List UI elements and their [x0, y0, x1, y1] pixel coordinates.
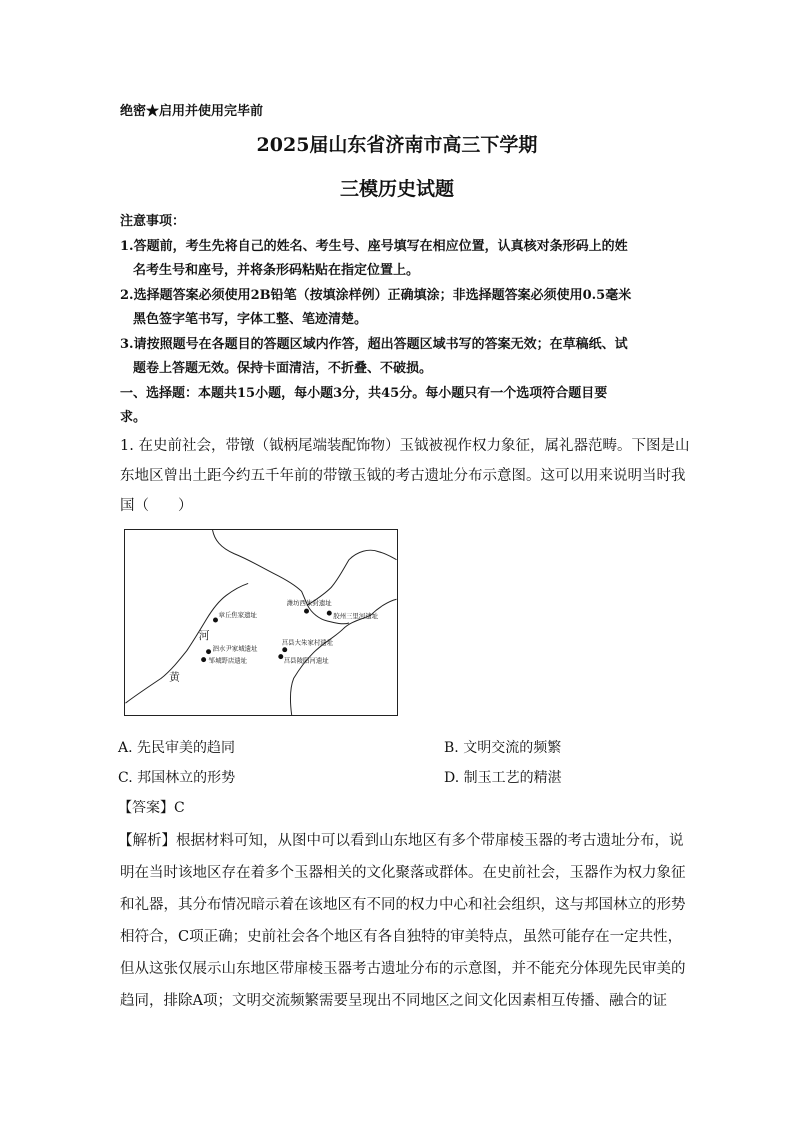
notice-item-1-line-1: 1.答题前，考生先将自己的姓名、考生号、座号填写在相应位置，认真核对条形码上的姓: [120, 239, 628, 254]
notice-item-2-line-2: 黑色签字笔书写，字体工整、笔迹清楚。: [133, 312, 368, 327]
analysis-line-4: 相符合，C项正确；史前社会各个地区有各自独特的审美特点，虽然可能存在一定共性，: [120, 929, 683, 945]
exam-title: 2025届山东省济南市高三下学期: [256, 134, 538, 156]
notice-heading: 注意事项：: [120, 214, 186, 229]
river-label-he: 河: [198, 628, 210, 642]
site-marker-xizhufeng: [304, 609, 309, 614]
analysis-line-3: 和礼器，其分布情况暗示着在该地区有不同的权力中心和社会组织，这与邦国林立的形势: [120, 897, 686, 913]
notice-item-3-line-2: 题卷上答题无效。保持卡面清洁，不折叠、不破损。: [133, 361, 433, 376]
site-label-yinjiacheng: 泗水尹家城遗址: [212, 644, 258, 653]
answer-line: 【答案】C: [118, 800, 185, 816]
analysis-line-2: 明在当时该地区存在着多个玉器相关的文化聚落或群体。在史前社会，玉器作为权力象征: [120, 865, 686, 881]
coastline: [213, 530, 397, 608]
site-marker-sanlihe: [327, 611, 332, 616]
site-marker-jiaojia: [213, 618, 218, 623]
site-marker-lingyanghe: [278, 654, 283, 659]
question-1-stem-line-1: 1. 在史前社会，带镦（钺柄尾端装配饰物）玉钺被视作权力象征，属礼器范畴。下图是山: [120, 438, 690, 454]
site-label-lingyanghe: 莒县陵阳河遗址: [283, 656, 329, 665]
section-heading-line-2: 求。: [120, 410, 147, 425]
notice-item-1-line-2: 名考生号和座号，并将条形码粘贴在指定位置上。: [133, 263, 420, 278]
archaeological-site-map: [124, 529, 398, 716]
notice-item-3-line-1: 3.请按照题号在各题目的答题区域内作答，超出答题区域书写的答案无效；在草稿纸、试: [120, 337, 628, 352]
option-a: A. 先民审美的趋同: [118, 740, 236, 756]
option-d: D. 制玉工艺的精湛: [444, 770, 562, 786]
analysis-line-6: 趋同，排除A项；文明交流频繁需要呈现出不同地区之间文化因素相互传播、融合的证: [120, 993, 667, 1009]
analysis-line-1: 【解析】根据材料可知，从图中可以看到山东地区有多个带扉棱玉器的考古遗址分布，说: [118, 833, 684, 849]
map-svg: [125, 530, 397, 715]
site-label-jiaojia: 章丘焦家遗址: [218, 611, 257, 620]
question-1-stem-line-2: 东地区曾出土距今约五千年前的带镦玉钺的考古遗址分布示意图。这可以用来说明当时我: [120, 468, 686, 484]
exam-subtitle: 三模历史试题: [339, 178, 454, 200]
option-b: B. 文明交流的频繁: [444, 740, 562, 756]
option-c: C. 邦国林立的形势: [118, 770, 236, 786]
site-label-yedian: 邹城野店遗址: [208, 656, 248, 665]
site-label-xizhufeng: 潍坊西朱封遗址: [286, 599, 332, 608]
analysis-line-5: 但从这张仅展示山东地区带扉棱玉器考古遗址分布的示意图，并不能充分体现先民审美的: [120, 961, 686, 977]
site-marker-yedian: [201, 657, 206, 662]
river-label-huang: 黄: [168, 670, 180, 684]
confidential-note: 绝密★启用并使用完毕前: [120, 104, 264, 119]
site-marker-yinjiacheng: [206, 649, 211, 654]
notice-item-2-line-1: 2.选择题答案必须使用2B铅笔（按填涂样例）正确填涂；非选择题答案必须使用0.5毫米: [120, 288, 632, 303]
site-label-sanlihe: 胶州三里河遗址: [333, 612, 379, 621]
question-1-stem-line-3: 国（ ）: [120, 498, 193, 514]
section-heading-line-1: 一、选择题：本题共15小题，每小题3分，共45分。每小题只有一个选项符合题目要: [120, 386, 608, 401]
site-label-dazhujiacun: 莒县大朱家村遗址: [281, 638, 334, 647]
site-marker-dazhujiacun: [282, 647, 287, 652]
yellow-river: [125, 583, 248, 703]
